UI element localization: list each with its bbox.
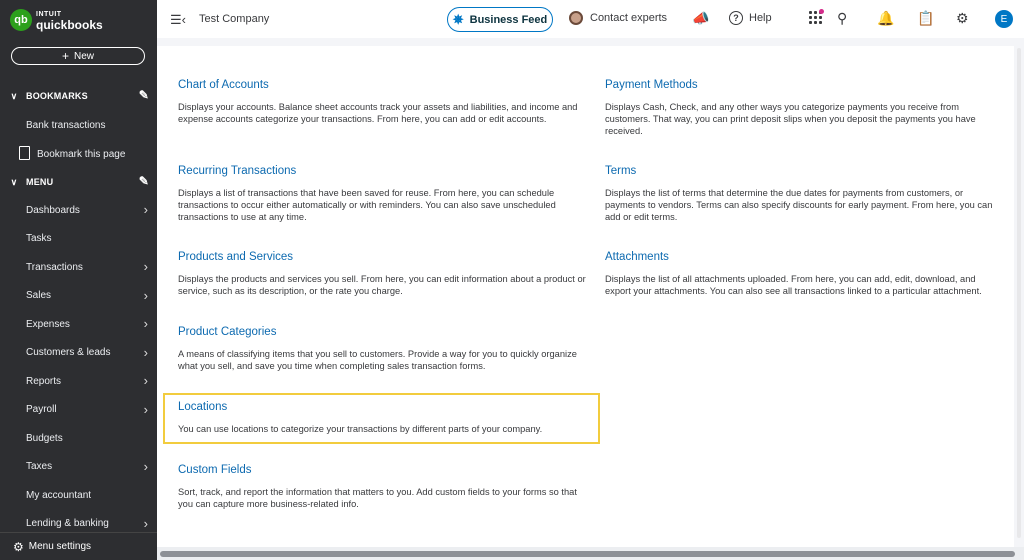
content-top-band [157, 38, 1014, 46]
sidebar-item-tasks[interactable] [0, 227, 157, 251]
sidebar-item-label: Dashboards [26, 204, 80, 216]
menu-settings-label: Menu settings [28, 541, 92, 552]
sidebar-item-my-accountant[interactable] [0, 483, 157, 507]
help-icon: ? [729, 11, 743, 25]
user-avatar[interactable]: E [995, 10, 1013, 28]
sidebar-item-label: Lending & banking [26, 518, 109, 529]
logo-intuit-text: INTUIT [36, 11, 62, 18]
list-card-product-categories [178, 326, 590, 372]
gear-icon[interactable]: ⚙ [956, 10, 969, 26]
chevron-right-icon: › [143, 316, 148, 331]
list-link-product-categories[interactable]: Product Categories [178, 326, 277, 338]
bookmarks-header-label: BOOKMARKS [26, 91, 88, 101]
clipboard-icon[interactable]: 📋 [917, 10, 935, 26]
new-button[interactable] [11, 47, 145, 65]
list-card-terms [605, 165, 995, 223]
sidebar-item-sales[interactable] [0, 284, 157, 308]
list-link-attachments[interactable]: Attachments [605, 251, 669, 263]
list-card-products-and-services [178, 251, 590, 297]
list-card-chart-of-accounts [178, 79, 590, 125]
sidebar-item-dashboards[interactable] [0, 198, 157, 222]
edit-bookmarks-pencil-icon[interactable]: ✎ [138, 88, 149, 102]
chevron-right-icon: › [143, 373, 148, 388]
sidebar-item-payroll[interactable] [0, 398, 157, 422]
list-link-terms[interactable]: Terms [605, 165, 637, 177]
list-description: Displays your accounts. Balance sheet accounts track your assets and liabilities, and income and expense accounts categorize your transactions. From here, you can add or edit accounts. [178, 102, 578, 124]
menu-header[interactable] [0, 172, 157, 192]
gear-icon: ⚙ [13, 539, 24, 554]
sidebar-item-taxes[interactable] [0, 455, 157, 479]
bookmarks-header[interactable] [0, 86, 157, 106]
business-feed-button[interactable] [447, 7, 553, 32]
chevron-right-icon: › [143, 344, 148, 360]
logo-product-text: quickbooks [36, 18, 103, 32]
sidebar-item-budgets[interactable] [0, 426, 157, 450]
business-feed-label: Business Feed [469, 13, 548, 26]
chevron-right-icon: › [143, 202, 148, 217]
contact-experts-label: Contact experts [590, 12, 668, 24]
sidebar [0, 0, 157, 560]
apps-grid-icon[interactable] [809, 11, 821, 23]
sidebar-item-label: Payroll [26, 404, 57, 415]
list-description: Sort, track, and report the information that matters to you. Add custom fields to your forms so that you can capture more business-related info. [178, 487, 577, 509]
sidebar-item-label: Bank transactions [26, 119, 106, 131]
list-link-custom-fields[interactable]: Custom Fields [178, 464, 252, 476]
sidebar-item-label: Bookmark this page [37, 148, 126, 160]
list-link-products-and-services[interactable]: Products and Services [178, 251, 294, 263]
sidebar-item-label: Transactions [26, 261, 83, 273]
sidebar-item-label: Budgets [26, 432, 63, 444]
list-description: Displays the products and services you sell. From here, you can edit information about a product or service, such as its description, or the rate you charge. [178, 274, 586, 296]
list-description: You can use locations to categorize your transactions by different parts of your company. [178, 424, 543, 434]
expert-avatar-icon [569, 11, 583, 25]
company-name: Test Company [199, 13, 270, 25]
sidebar-item-label: Taxes [26, 461, 53, 472]
contact-experts-button[interactable] [569, 11, 667, 25]
search-icon[interactable]: ⚲ [837, 10, 848, 26]
list-card-payment-methods [605, 79, 995, 137]
horizontal-scrollbar-thumb[interactable] [160, 551, 1015, 557]
vertical-scrollbar[interactable] [1014, 38, 1024, 548]
sidebar-item-label: My accountant [26, 489, 92, 501]
bookmark-icon [19, 146, 30, 160]
list-description: A means of classifying items that you sell to customers. Provide a way for you to quickly organize what you sell, and save you time when completing sales transaction forms. [178, 349, 577, 371]
list-link-recurring-transactions[interactable]: Recurring Transactions [178, 165, 297, 177]
chevron-right-icon: › [143, 401, 148, 417]
all-lists-page [157, 46, 1014, 546]
quickbooks-logo[interactable] [10, 9, 103, 31]
sidebar-item-expenses[interactable] [0, 312, 157, 336]
list-card-attachments [605, 251, 995, 297]
list-link-chart-of-accounts[interactable]: Chart of Accounts [178, 79, 269, 91]
list-link-payment-methods[interactable]: Payment Methods [605, 79, 698, 91]
chevron-right-icon: › [143, 458, 148, 474]
menu-settings-button[interactable] [0, 532, 157, 560]
sidebar-item-label: Expenses [26, 318, 70, 330]
megaphone-icon[interactable]: 📣 [692, 10, 710, 26]
chevron-down-icon: ∨ [10, 90, 18, 101]
list-description: Displays a list of transactions that have been saved for reuse. From here, you can schedule transactions to occur either automatically or with reminders. You can also save unscheduled transactions to use at any time. [178, 188, 556, 222]
sidebar-item-label: Customers & leads [26, 347, 111, 358]
sidebar-item-customers-leads[interactable] [0, 341, 157, 365]
chevron-down-icon: ∨ [10, 176, 18, 187]
sparkle-icon: ✵ [452, 11, 464, 27]
edit-menu-pencil-icon[interactable]: ✎ [138, 174, 149, 188]
horizontal-scrollbar[interactable] [157, 547, 1024, 560]
help-label: Help [749, 12, 772, 24]
list-description: Displays the list of all attachments uploaded. From here, you can add, edit, download, and export your attachments. You can also see all transactions linked to a particular attachment. [605, 274, 982, 296]
sidebar-item-label: Sales [26, 290, 52, 301]
qb-logo-icon: qb [10, 9, 32, 31]
chevron-right-icon: › [143, 287, 148, 303]
list-link-locations[interactable]: Locations [178, 401, 228, 413]
locations-highlight-box [163, 393, 600, 444]
chevron-right-icon: › [143, 259, 148, 274]
bell-icon[interactable]: 🔔 [877, 10, 895, 26]
sidebar-item-transactions[interactable] [0, 255, 157, 279]
plus-icon: + [61, 49, 69, 63]
sidebar-item-reports[interactable] [0, 369, 157, 393]
sidebar-item-label: Reports [26, 375, 62, 387]
list-card-custom-fields [178, 464, 590, 510]
notification-dot [819, 9, 824, 14]
menu-header-label: MENU [26, 177, 54, 187]
help-button[interactable] [729, 11, 772, 25]
list-card-recurring-transactions [178, 165, 590, 223]
sidebar-item-label: Tasks [26, 233, 52, 244]
new-button-label: New [74, 50, 95, 62]
list-description: Displays Cash, Check, and any other ways you categorize payments you receive from customers. That way, you can print deposit slips when you deposit the payments you have received. [605, 102, 976, 136]
chevron-right-icon: › [143, 515, 148, 531]
list-description: Displays the list of terms that determine the due dates for payments from customers, or payments to vendors. Terms can also specify discounts for early payment. From here, you can add or edit terms. [605, 188, 993, 222]
top-bar [157, 0, 1024, 38]
sidebar-item-bank-transactions[interactable] [0, 113, 157, 137]
sidebar-item-bookmark-this-page[interactable] [0, 142, 157, 166]
hamburger-icon[interactable]: ☰‹ [170, 12, 186, 27]
